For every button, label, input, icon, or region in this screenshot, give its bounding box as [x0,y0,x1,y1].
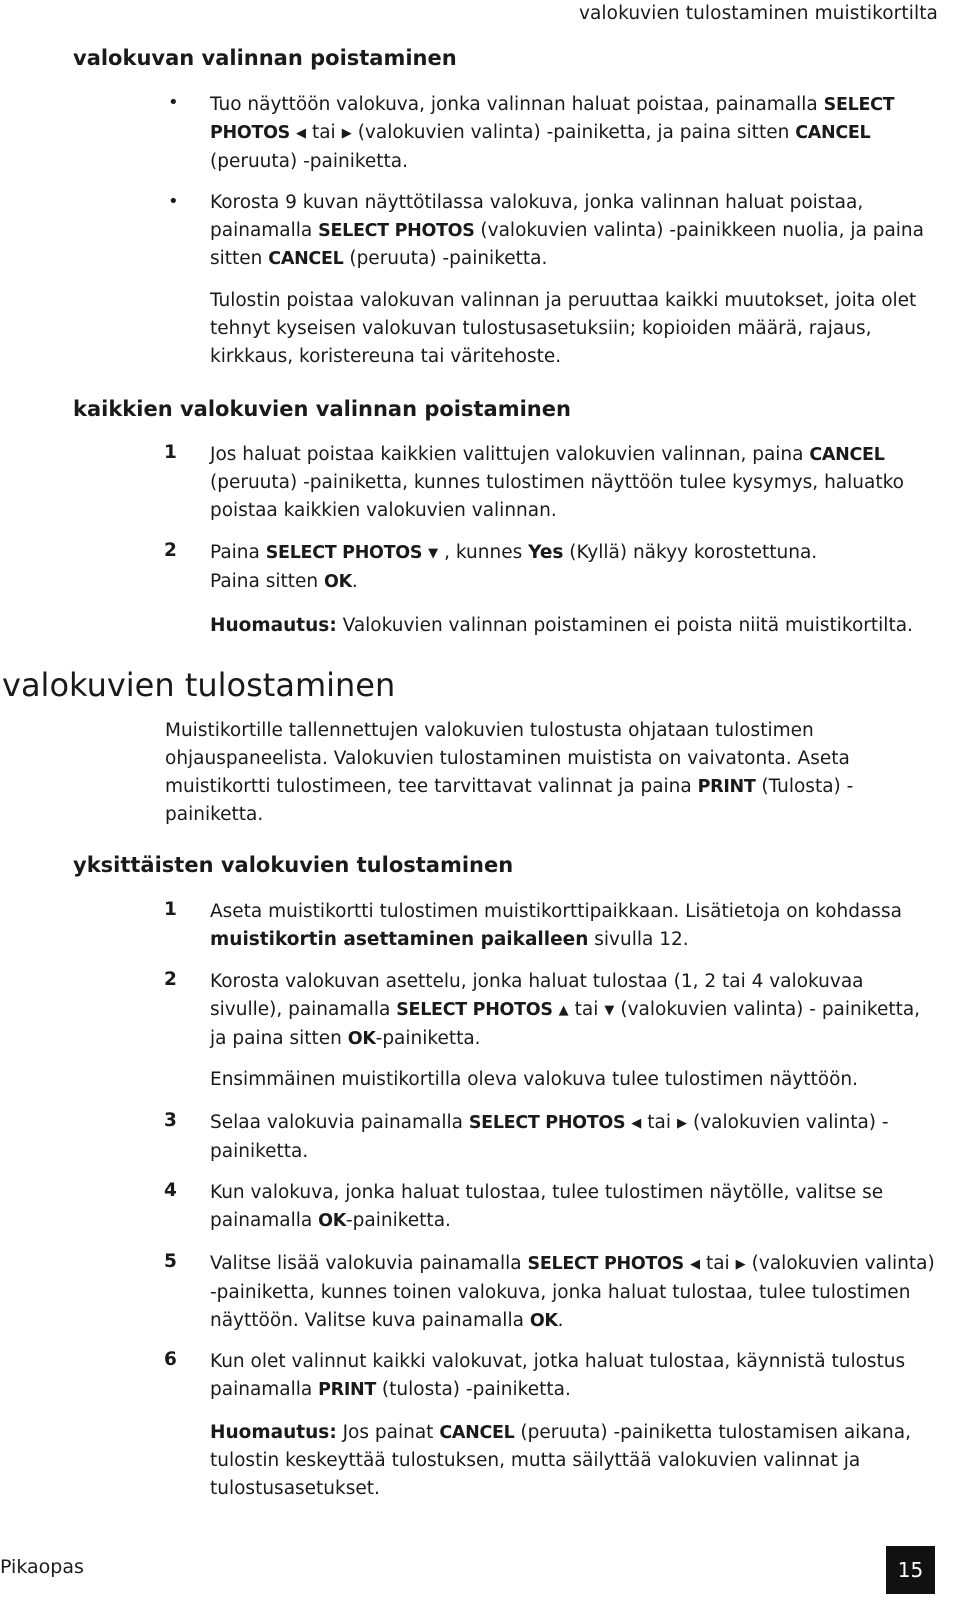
select-photos-key: SELECT PHOTOS [468,1113,626,1133]
step-number: 5 [164,1251,177,1272]
step-number: 2 [164,540,177,561]
step-number: 2 [164,969,177,990]
triangle-down-icon: ▼ [604,1003,615,1018]
ok-key: OK [347,1029,376,1049]
step-text: Korosta valokuvan asettelu, jonka haluat tulostaa (1, 2 tai 4 valokuvaa sivulle), painamalla SELECT PHOTOS ▲ tai ▼ (valokuvien valinta) - painiketta, ja paina sitten OK-painiketta. [210,971,921,1049]
step-subtext: Ensimmäinen muistikortilla oleva valokuva tulee tulostimen näyttöön. [210,1069,858,1090]
step-text: Kun valokuva, jonka haluat tulostaa, tulee tulostimen näytölle, valitse se painamalla OK-painiketta. [210,1182,884,1231]
page-number: 15 [886,1546,935,1594]
step-number: 3 [164,1110,177,1131]
triangle-right-icon: ▶ [341,126,352,141]
triangle-right-icon: ▶ [677,1116,688,1131]
step-text: Valitse lisää valokuvia painamalla SELECT PHOTOS ◀ tai ▶ (valokuvien valinta) -painiketta, kunnes toinen valokuva, jonka haluat tulostaa, tulee tulostimen näyttöön. Valitse kuva painamalla OK. [210,1253,935,1331]
cancel-key: CANCEL [795,123,871,143]
triangle-up-icon: ▲ [558,1003,569,1018]
step-number: 1 [164,899,177,920]
heading-remove-all-selection: kaikkien valokuvien valinnan poistaminen [73,397,571,421]
bullet-paragraph: Tuo näyttöön valokuva, jonka valinnan haluat poistaa, painamalla SELECT PHOTOS ◀ tai ▶ (valokuvien valinta) -painiketta, ja paina sitten CANCEL (peruuta) -painiketta. [210,94,895,172]
triangle-left-icon: ◀ [295,126,306,141]
triangle-down-icon: ▼ [428,546,439,561]
step-text: Selaa valokuvia painamalla SELECT PHOTOS ◀ tai ▶ (valokuvien valinta) - painiketta. [210,1112,889,1162]
select-key: SELECT [823,95,895,115]
step-number: 1 [164,442,177,463]
step-text: Jos haluat poistaa kaikkien valittujen valokuvien valinnan, paina CANCEL (peruuta) -painiketta, kunnes tulostimen näyttöön tulee kysymys, haluatko poistaa kaikkien valokuvien valinnan. [210,444,904,521]
step-text: Aseta muistikortti tulostimen muistikorttipaikkaan. Lisätietoja on kohdassa muistikortin asettaminen paikalleen sivulla 12. [210,901,902,950]
cross-reference: muistikortin asettaminen paikalleen [210,929,589,950]
heading-printing-photos: valokuvien tulostaminen [2,666,396,704]
note: Huomautus: Valokuvien valinnan poistaminen ei poista niitä muistikortilta. [210,615,913,636]
step-number: 6 [164,1349,177,1370]
select-photos-key: SELECT PHOTOS [265,543,423,563]
select-photos-key: SELECT PHOTOS [527,1254,684,1274]
heading-remove-selection: valokuvan valinnan poistaminen [73,46,457,70]
cancel-key: CANCEL [268,249,344,269]
cancel-key: CANCEL [809,445,885,465]
bullet-paragraph: Korosta 9 kuvan näyttötilassa valokuva, jonka valinnan haluat poistaa, painamalla SELECT PHOTOS (valokuvien valinta) -painikkeen nuolia, ja paina sitten CANCEL (peruuta) -painiketta. [210,192,924,269]
ok-key: OK [324,572,352,592]
bullet: • [168,92,179,113]
note-paragraph: Tulostin poistaa valokuvan valinnan ja peruuttaa kaikki muutokset, joita olet tehnyt kyseisen valokuvan tulostusasetuksiin; kopioiden määrä, rajaus, kirkkaus, koristereuna tai väritehoste. [210,290,917,367]
step-text: Paina SELECT PHOTOS ▼ , kunnes Yes (Kyllä) näkyy korostettuna. Paina sitten OK. [210,542,818,592]
step-number: 4 [164,1180,177,1201]
heading-print-individual: yksittäisten valokuvien tulostaminen [73,853,514,877]
intro-paragraph: Muistikortille tallennettujen valokuvien tulostusta ohjataan tulostimen ohjauspaneelista. Valokuvien tulostaminen muistista on vaivatonta. Aseta muistikortti tulostimeen, tee tarvittavat valinnat ja paina PRINT (Tulosta) -painiketta. [165,720,854,825]
note: Huomautus: Jos painat CANCEL (peruuta) -painiketta tulostamisen aikana, tulostin keskeyttää tulostuksen, mutta säilyttää valokuvien valinnat ja tulostusasetukset. [210,1422,911,1499]
footer-title: Pikaopas [0,1556,84,1578]
photos-key: PHOTOS [210,123,290,143]
note-label: Huomautus: [210,1422,337,1443]
print-key: PRINT [318,1380,377,1400]
triangle-left-icon: ◀ [631,1116,642,1131]
ok-key: OK [318,1211,346,1231]
select-photos-key: SELECT PHOTOS [318,221,475,241]
ok-key: OK [529,1311,558,1331]
note-label: Huomautus: [210,615,337,636]
print-key: PRINT [697,777,756,797]
triangle-right-icon: ▶ [735,1257,746,1272]
select-photos-key: SELECT PHOTOS [396,1000,553,1020]
step-text: Kun olet valinnut kaikki valokuvat, jotka haluat tulostaa, käynnistä tulostus painamalla PRINT (tulosta) -painiketta. [210,1351,906,1400]
bullet: • [168,191,179,212]
triangle-left-icon: ◀ [689,1257,700,1272]
cancel-key: CANCEL [439,1423,515,1443]
running-header: valokuvien tulostaminen muistikortilta [578,3,938,24]
